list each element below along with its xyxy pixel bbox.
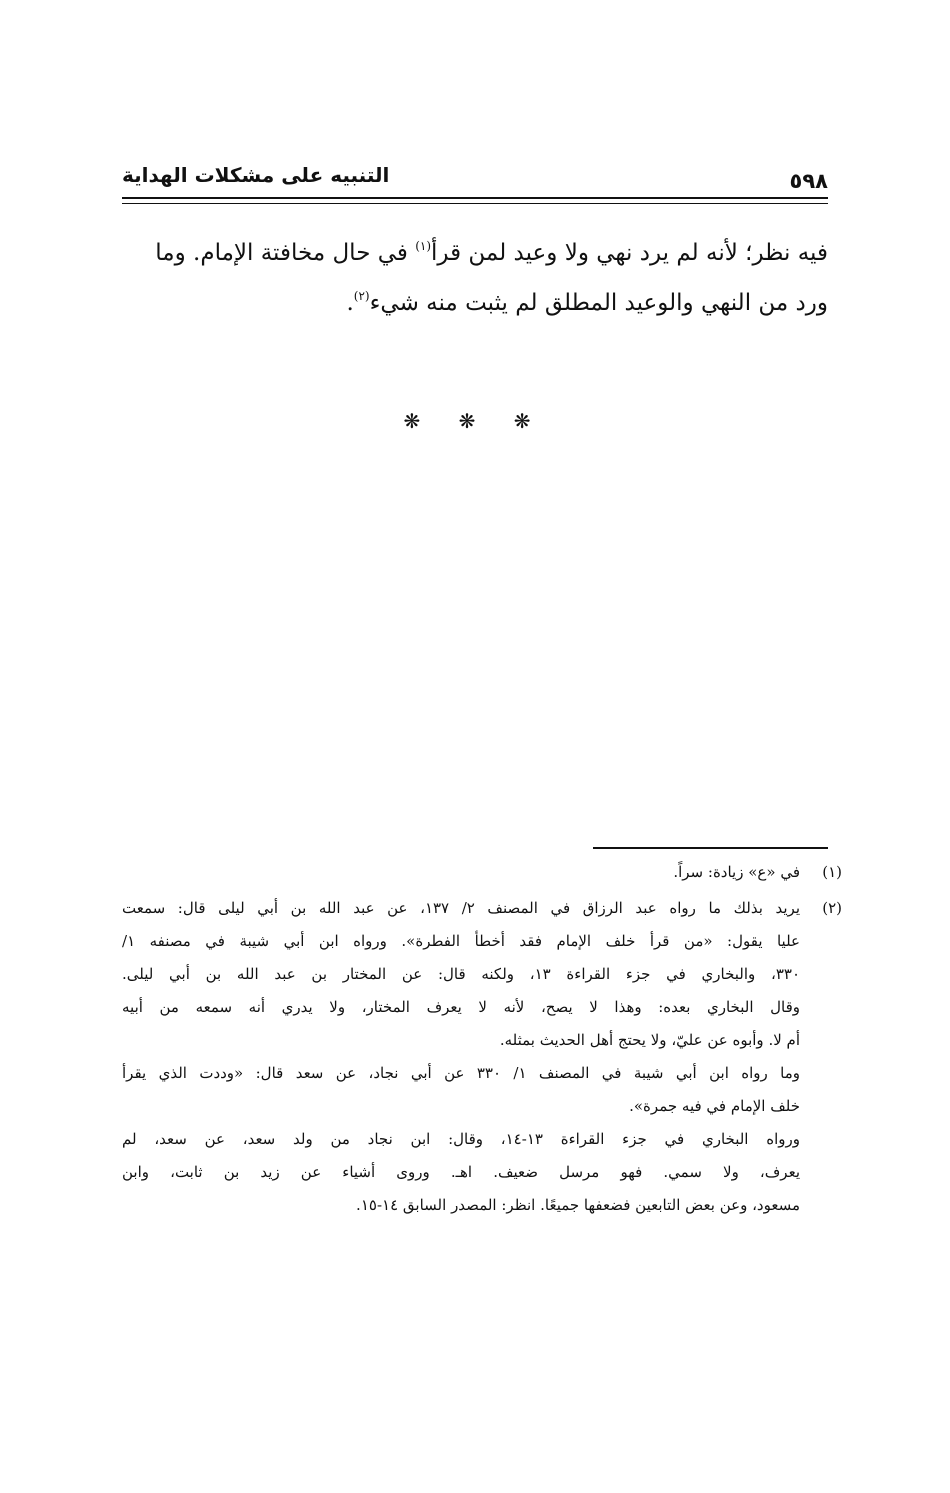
footnote-1 (122, 856, 842, 889)
main-text (112, 228, 828, 328)
section-divider-ornament: ❋ ❋ ❋ (403, 409, 547, 433)
footnote-ref-1[interactable]: (١) (415, 239, 432, 253)
footnote-line: مسعود، وعن بعض التابعين فضعفها جميعًا. انظر: المصدر السابق ١٤-١٥. (356, 1196, 800, 1214)
header-rule-thick (122, 197, 828, 199)
footnote-rule (593, 847, 828, 849)
footnote-line: يعرف، ولا سمي. فهو مرسل ضعيف. اهـ. وروى أشياء عن زيد بن ثابت، وابن (122, 1163, 800, 1181)
running-header (122, 160, 828, 192)
footnote-line: أم لا. وأبوه عن عليّ، ولا يحتج أهل الحديث بمثله. (499, 1031, 800, 1049)
main-text-line-1: فيه نظر؛ لأنه لم يرد نهي ولا وعيد لمن قرأ$^{(١)}$ في حال مخافتة الإمام. وما (155, 239, 828, 266)
page-number: ٥٩٨ (789, 169, 828, 193)
footnote-line: وما رواه ابن أبي شيبة في المصنف ١/ ٣٣٠ عن أبي نجاد، عن سعد قال: «وددت الذي يقرأ (122, 1064, 800, 1082)
running-title: التنبيه على مشكلات الهداية (122, 163, 390, 187)
header-rule-thin (122, 203, 828, 204)
footnote-number: (١) (822, 863, 842, 881)
footnote-line: خلف الإمام في فيه جمرة». (629, 1097, 800, 1115)
footnote-number: (٢) (822, 899, 842, 917)
main-text-line-2: ورد من النهي والوعيد المطلق لم يثبت منه شيء$^{(٢)}$. (346, 289, 828, 316)
footnote-ref-2[interactable]: (٢) (353, 289, 370, 303)
footnote-line: ٣٣٠، والبخاري في جزء القراءة ١٣، ولكنه قال: عن المختار بن عبد الله بن أبي ليلى. (122, 965, 800, 983)
footnote-line: ورواه البخاري في جزء القراءة ١٣-١٤، وقال: ابن نجاد من ولد سعد، عن سعد، لم (122, 1130, 800, 1148)
footnote-2 (122, 892, 842, 1222)
footnotes (122, 856, 842, 1222)
footnote-line: عليا يقول: «من قرأ خلف الإمام فقد أخطأ الفطرة». ورواه ابن أبي شيبة في مصنفه ١/ (122, 932, 800, 950)
footnote-line: يريد بذلك ما رواه عبد الرزاق في المصنف ٢/ ١٣٧، عن عبد الله بن أبي ليلى قال: سمعت (122, 899, 800, 917)
footnote-line: وقال البخاري بعده: وهذا لا يصح، لأنه لا يعرف المختار، ولا يدري أنه سمعه من أبيه (122, 998, 800, 1016)
footnote-line: في «ع» زيادة: سراً. (673, 863, 800, 881)
